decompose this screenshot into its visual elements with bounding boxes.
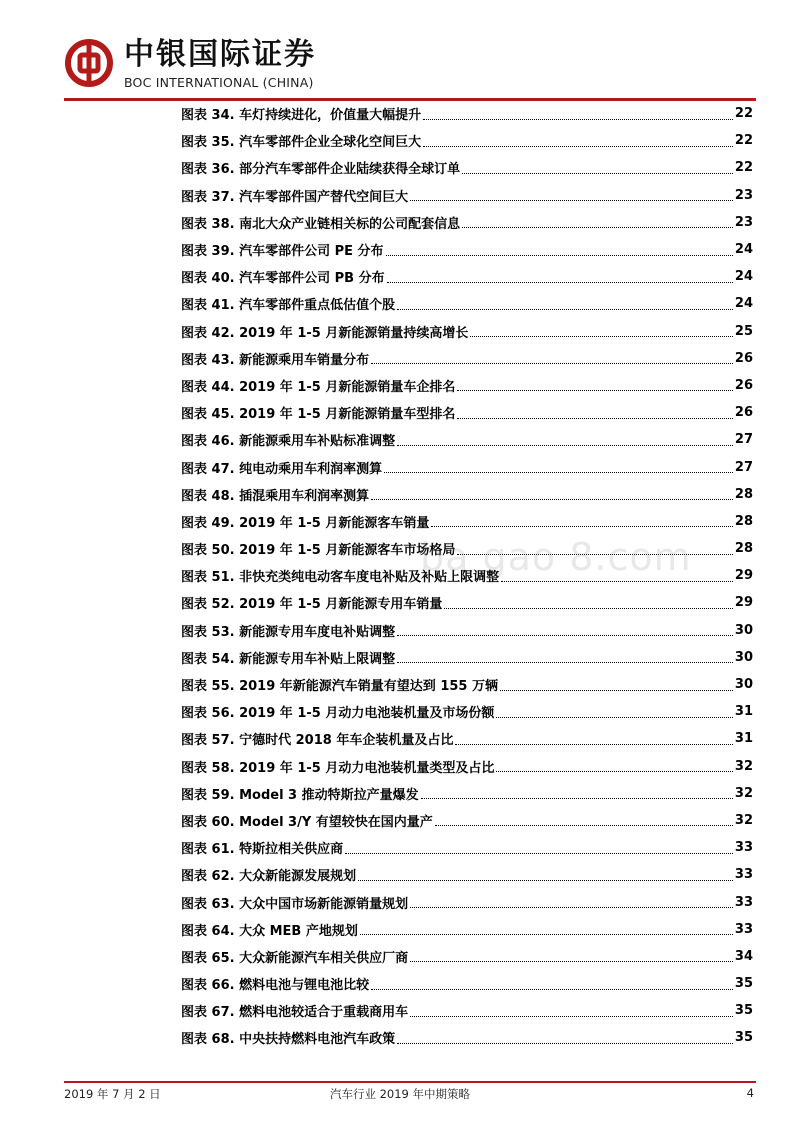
- dot-leader: [371, 988, 733, 990]
- toc-entry-title: 图表 40. 汽车零部件公司 PB 分布: [181, 271, 385, 287]
- toc-entry[interactable]: [181, 182, 753, 209]
- boc-logo-icon: [64, 38, 114, 88]
- dot-leader: [501, 580, 733, 582]
- toc-entry-page: 33: [734, 921, 753, 937]
- toc-entry[interactable]: [181, 1024, 753, 1051]
- toc-entry-page: 27: [734, 459, 753, 475]
- toc-entry-title: 图表 49. 2019 年 1-5 月新能源客车销量: [181, 515, 430, 531]
- toc-entry-title: 图表 62. 大众新能源发展规划: [181, 869, 357, 885]
- dot-leader: [371, 498, 733, 500]
- toc-entry[interactable]: [181, 290, 753, 317]
- dot-leader: [384, 471, 733, 473]
- brand-name-en: BOC INTERNATIONAL (CHINA): [124, 75, 314, 90]
- toc-entry-title: 图表 68. 中央扶持燃料电池汽车政策: [181, 1032, 396, 1048]
- dot-leader: [345, 852, 733, 854]
- toc-entry-page: 28: [734, 486, 753, 502]
- toc-entry-page: 22: [734, 133, 753, 149]
- dot-leader: [386, 254, 733, 256]
- dot-leader: [462, 172, 733, 174]
- toc-entry[interactable]: [181, 399, 753, 426]
- toc-entry-page: 34: [734, 948, 753, 964]
- toc-entry-title: 图表 37. 汽车零部件国产替代空间巨大: [181, 189, 409, 205]
- toc-entry-title: 图表 44. 2019 年 1-5 月新能源销量车企排名: [181, 379, 456, 395]
- toc-entry-page: 32: [734, 758, 753, 774]
- toc-entry[interactable]: [181, 943, 753, 970]
- toc-entry-title: 图表 54. 新能源专用车补贴上限调整: [181, 651, 396, 667]
- toc-entry-title: 图表 61. 特斯拉相关供应商: [181, 842, 344, 858]
- toc-entry-title: 图表 43. 新能源乘用车销量分布: [181, 352, 370, 368]
- dot-leader: [444, 607, 733, 609]
- toc-entry[interactable]: [181, 481, 753, 508]
- toc-entry-title: 图表 60. Model 3/Y 有望较快在国内量产: [181, 814, 433, 830]
- toc-entry-page: 26: [734, 350, 753, 366]
- toc-entry[interactable]: [181, 236, 753, 263]
- toc-entry-page: 23: [734, 214, 753, 230]
- toc-entry-title: 图表 39. 汽车零部件公司 PE 分布: [181, 244, 384, 260]
- dot-leader: [410, 906, 733, 908]
- toc-entry[interactable]: [181, 997, 753, 1024]
- toc-entry[interactable]: [181, 725, 753, 752]
- dot-leader: [423, 118, 733, 120]
- toc-entry-title: 图表 58. 2019 年 1-5 月动力电池装机量类型及占比: [181, 760, 495, 776]
- toc-entry-title: 图表 45. 2019 年 1-5 月新能源销量车型排名: [181, 407, 456, 423]
- dot-leader: [397, 1042, 733, 1044]
- toc-entry-page: 25: [734, 323, 753, 339]
- toc-entry-title: 图表 41. 汽车零部件重点低估值个股: [181, 298, 396, 314]
- brand-logo: [64, 38, 334, 94]
- dot-leader: [500, 689, 733, 691]
- dot-leader: [431, 525, 733, 527]
- toc-entry[interactable]: [181, 916, 753, 943]
- toc-entry-title: 图表 35. 汽车零部件企业全球化空间巨大: [181, 135, 422, 151]
- toc-entry-title: 图表 63. 大众中国市场新能源销量规划: [181, 896, 409, 912]
- toc-entry-page: 26: [734, 377, 753, 393]
- toc-entry-title: 图表 36. 部分汽车零部件企业陆续获得全球订单: [181, 162, 461, 178]
- toc-entry-page: 33: [734, 867, 753, 883]
- toc-entry-title: 图表 51. 非快充类纯电动客车度电补贴及补贴上限调整: [181, 570, 500, 586]
- toc-entry[interactable]: [181, 644, 753, 671]
- toc-entry-title: 图表 57. 宁德时代 2018 年车企装机量及占比: [181, 733, 454, 749]
- toc-entry-title: 图表 64. 大众 MEB 产地规划: [181, 923, 358, 939]
- toc-entry[interactable]: [181, 834, 753, 861]
- dot-leader: [457, 389, 733, 391]
- dot-leader: [410, 1015, 733, 1017]
- toc-entry-page: 24: [734, 296, 753, 312]
- dot-leader: [470, 335, 733, 337]
- toc-entry-page: 32: [734, 785, 753, 801]
- dot-leader: [387, 281, 733, 283]
- toc-entry-page: 31: [734, 704, 753, 720]
- toc-entry-title: 图表 55. 2019 年新能源汽车销量有望达到 155 万辆: [181, 679, 498, 695]
- dot-leader: [462, 226, 733, 228]
- toc-entry-page: 29: [734, 595, 753, 611]
- dot-leader: [360, 933, 733, 935]
- toc-entry[interactable]: [181, 209, 753, 236]
- dot-leader: [455, 743, 733, 745]
- toc-entry-page: 30: [734, 677, 753, 693]
- dot-leader: [397, 308, 733, 310]
- toc-entry-title: 图表 34. 车灯持续进化，价值量大幅提升: [181, 108, 422, 124]
- dot-leader: [496, 716, 733, 718]
- toc-entry-title: 图表 59. Model 3 推动特斯拉产量爆发: [181, 787, 419, 803]
- toc-entry-page: 23: [734, 187, 753, 203]
- toc-entry-page: 33: [734, 840, 753, 856]
- toc-entry[interactable]: [181, 154, 753, 181]
- toc-entry[interactable]: [181, 263, 753, 290]
- toc-entry[interactable]: [181, 453, 753, 480]
- toc-entry[interactable]: [181, 780, 753, 807]
- footer-title: 汽车行业 2019 年中期策略: [329, 1087, 471, 1101]
- toc-entry-page: 33: [734, 894, 753, 910]
- toc-entry-title: 图表 48. 插混乘用车利润率测算: [181, 488, 370, 504]
- toc-entry-page: 30: [734, 622, 753, 638]
- toc-entry-page: 22: [734, 160, 753, 176]
- toc-entry-title: 图表 52. 2019 年 1-5 月新能源专用车销量: [181, 597, 443, 613]
- toc-entry[interactable]: [181, 318, 753, 345]
- toc-entry[interactable]: [181, 508, 753, 535]
- dot-leader: [410, 199, 733, 201]
- brand-name-cn: 中银国际证券: [124, 37, 316, 72]
- page-number: 4: [746, 1086, 754, 1100]
- toc-entry-page: 22: [734, 106, 753, 122]
- toc-entry[interactable]: [181, 372, 753, 399]
- toc-entry-title: 图表 66. 燃料电池与锂电池比较: [181, 978, 370, 994]
- dot-leader: [496, 770, 733, 772]
- dot-leader: [457, 417, 733, 419]
- toc-entry-page: 29: [734, 568, 753, 584]
- toc-entry-page: 32: [734, 812, 753, 828]
- dot-leader: [397, 444, 733, 446]
- watermark: ba gao 8.com: [420, 535, 692, 579]
- dot-leader: [358, 879, 733, 881]
- toc-entry-page: 26: [734, 405, 753, 421]
- toc-entry-title: 图表 65. 大众新能源汽车相关供应厂商: [181, 950, 409, 966]
- footer-date: 2019 年 7 月 2 日: [64, 1087, 161, 1101]
- toc-entry-page: 28: [734, 513, 753, 529]
- toc-entry[interactable]: [181, 127, 753, 154]
- toc-entry-page: 30: [734, 649, 753, 665]
- toc-entry-page: 24: [734, 242, 753, 258]
- toc-entry[interactable]: [181, 888, 753, 915]
- toc-entry[interactable]: [181, 970, 753, 997]
- toc-entry[interactable]: [181, 589, 753, 616]
- toc-entry[interactable]: [181, 426, 753, 453]
- toc-entry-title: 图表 47. 纯电动乘用车利润率测算: [181, 461, 383, 477]
- toc-entry-title: 图表 56. 2019 年 1-5 月动力电池装机量及市场份额: [181, 706, 495, 722]
- toc-entry-page: 28: [734, 541, 753, 557]
- toc-entry[interactable]: [181, 698, 753, 725]
- toc-entry-title: 图表 42. 2019 年 1-5 月新能源销量持续高增长: [181, 325, 469, 341]
- toc-entry[interactable]: [181, 807, 753, 834]
- toc-entry-page: 35: [734, 976, 753, 992]
- toc-entry-page: 35: [734, 1003, 753, 1019]
- toc-entry[interactable]: [181, 753, 753, 780]
- toc-entry[interactable]: [181, 671, 753, 698]
- dot-leader: [410, 960, 733, 962]
- toc-entry[interactable]: [181, 345, 753, 372]
- toc-entry-page: 27: [734, 432, 753, 448]
- toc-entry[interactable]: [181, 100, 753, 127]
- toc-entry-page: 24: [734, 269, 753, 285]
- toc-entry-title: 图表 67. 燃料电池较适合于重载商用车: [181, 1005, 409, 1021]
- toc-entry-title: 图表 46. 新能源乘用车补贴标准调整: [181, 434, 396, 450]
- toc-entry-page: 35: [734, 1030, 753, 1046]
- footer-divider: [64, 1081, 756, 1083]
- toc-entry-page: 31: [734, 731, 753, 747]
- dot-leader: [421, 797, 733, 799]
- dot-leader: [435, 824, 733, 826]
- toc-entry-title: 图表 50. 2019 年 1-5 月新能源客车市场格局: [181, 543, 456, 559]
- dot-leader: [371, 362, 733, 364]
- toc-entry[interactable]: [181, 617, 753, 644]
- dot-leader: [397, 634, 733, 636]
- toc-entry-title: 图表 53. 新能源专用车度电补贴调整: [181, 624, 396, 640]
- toc-entry-title: 图表 38. 南北大众产业链相关标的公司配套信息: [181, 216, 461, 232]
- dot-leader: [423, 145, 733, 147]
- dot-leader: [397, 661, 733, 663]
- toc-entry[interactable]: [181, 861, 753, 888]
